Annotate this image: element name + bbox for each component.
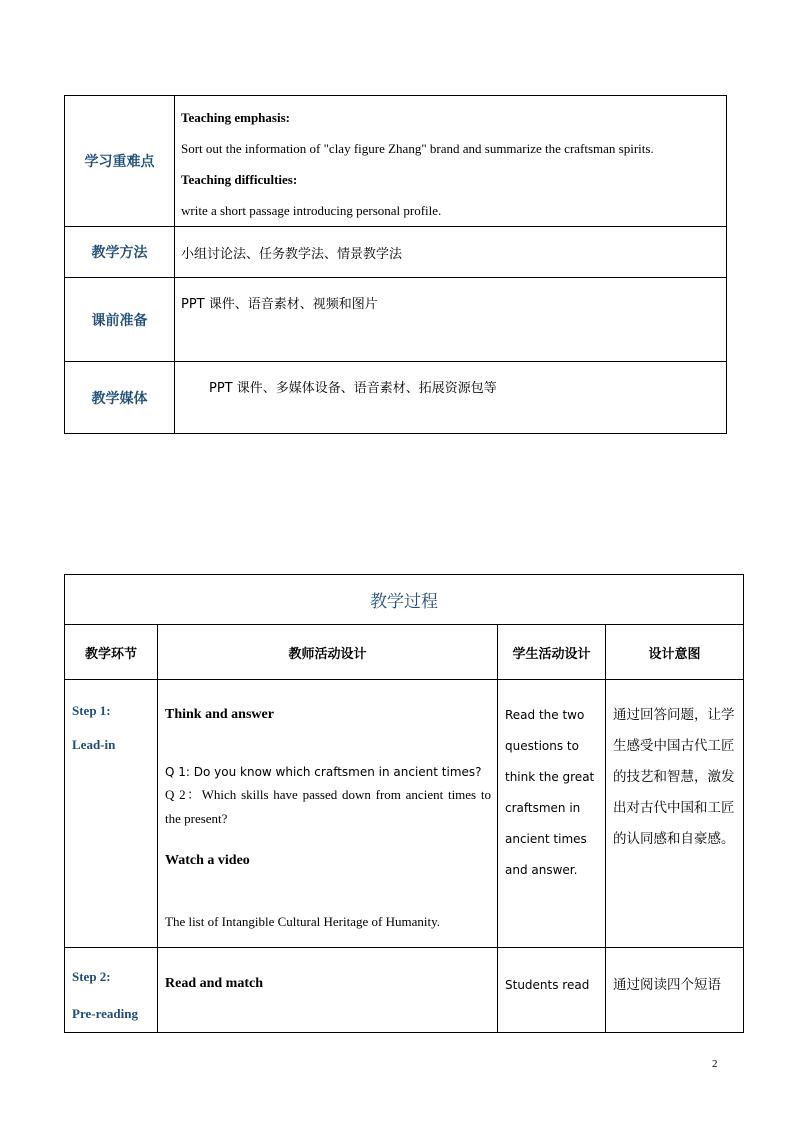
column-header: 教学环节	[65, 625, 158, 680]
activity-heading: Watch a video	[165, 853, 250, 868]
teacher-activity	[158, 680, 498, 948]
student-activity-text: Read the two questions to think the great craftsmen in ancient times and answer.	[505, 708, 595, 877]
step-number: Step 1:	[72, 703, 111, 718]
step-cell	[65, 948, 158, 1033]
activity-heading: Think and answer	[165, 707, 274, 722]
table-row	[65, 680, 744, 948]
column-header: 设计意图	[606, 625, 744, 680]
row-label: 学习重难点	[65, 96, 175, 227]
table-row	[65, 625, 744, 680]
design-intent-text: 通过阅读四个短语	[613, 977, 721, 993]
column-header: 教师活动设计	[158, 625, 498, 680]
difficulty-heading: Teaching difficulties:	[181, 172, 298, 187]
table-row	[65, 227, 727, 278]
student-activity-text: Students read	[505, 978, 590, 992]
key-points-cell	[175, 96, 727, 227]
column-header: 学生活动设计	[498, 625, 606, 680]
design-intent-text: 通过回答问题，让学生感受中国古代工匠的技艺和智慧，激发出对古代中国和工匠的认同感和自豪感。	[613, 707, 735, 847]
design-intent	[606, 680, 744, 948]
difficulty-text: write a short passage introducing personal profile.	[181, 203, 442, 218]
table-row	[65, 575, 744, 625]
step-number: Step 2:	[72, 969, 111, 984]
step-cell	[65, 680, 158, 948]
row-label: 教学媒体	[65, 362, 175, 434]
table-row	[65, 96, 727, 227]
media-content: PPT 课件、多媒体设备、语音素材、拓展资源包等	[175, 362, 727, 434]
preparation-content: PPT 课件、语音素材、视频和图片	[175, 278, 727, 362]
process-table	[64, 574, 744, 1033]
info-table	[64, 95, 727, 434]
question-1: Q 1: Do you know which craftsmen in ancient times?	[165, 765, 482, 779]
method-content: 小组讨论法、任务教学法、情景教学法	[175, 227, 727, 278]
table-row	[65, 278, 727, 362]
step-name: Pre-reading	[72, 1006, 138, 1021]
step-name: Lead-in	[72, 737, 116, 752]
question-2: Q 2：Which skills have passed down from ancient times to the present?	[165, 787, 491, 826]
teacher-activity	[158, 948, 498, 1033]
student-activity	[498, 680, 606, 948]
row-label: 教学方法	[65, 227, 175, 278]
table-row	[65, 362, 727, 434]
row-label: 课前准备	[65, 278, 175, 362]
student-activity	[498, 948, 606, 1033]
activity-heading: Read and match	[165, 976, 264, 991]
table-title: 教学过程	[65, 575, 744, 625]
page-number: 2	[712, 1058, 718, 1070]
emphasis-heading: Teaching emphasis:	[181, 110, 290, 125]
video-description: The list of Intangible Cultural Heritage of Humanity.	[165, 914, 440, 929]
design-intent	[606, 948, 744, 1033]
table-row	[65, 948, 744, 1033]
emphasis-text: Sort out the information of "clay figure Zhang" brand and summarize the craftsman spirits.	[181, 141, 654, 156]
